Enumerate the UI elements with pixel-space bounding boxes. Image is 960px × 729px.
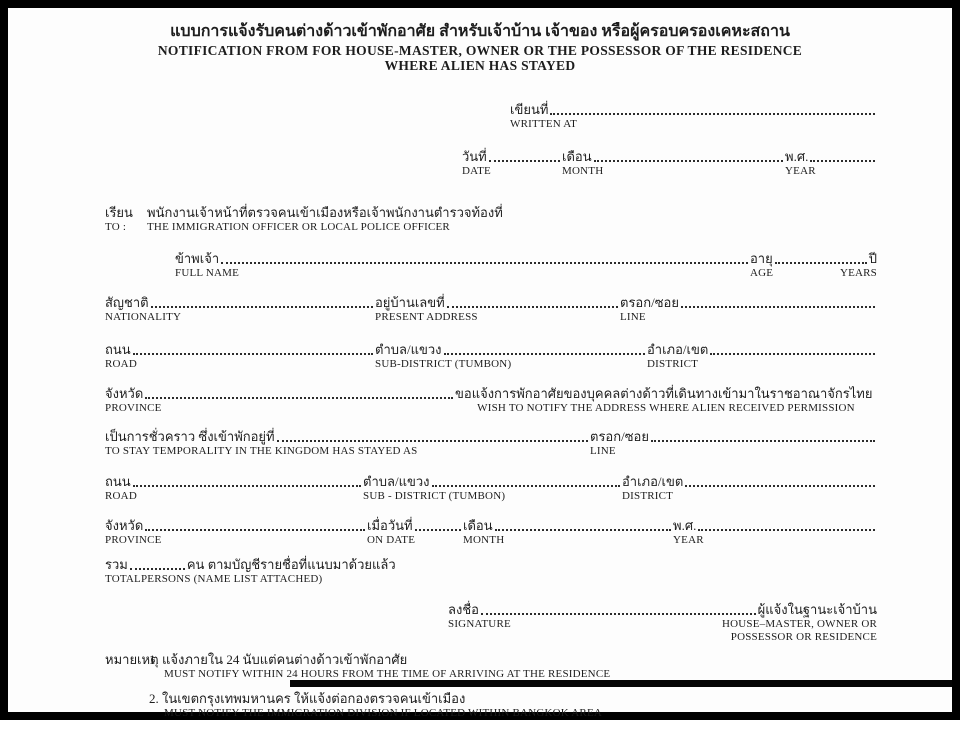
- subdistrict-2-fill-line[interactable]: [432, 485, 621, 487]
- row-to: [105, 204, 705, 234]
- row-nationality: [105, 294, 877, 324]
- age-fill-line[interactable]: [775, 262, 867, 264]
- signature-fill-line[interactable]: [481, 613, 756, 615]
- month-2-label-en: MONTH: [463, 534, 505, 546]
- subdistrict-2-label-en: SUB - DISTRICT (TUMBON): [363, 490, 506, 502]
- date-label-th: วันที่: [462, 149, 487, 164]
- full-name-fill-line[interactable]: [221, 262, 748, 264]
- month-2-label-th: เดือน: [463, 518, 493, 533]
- month-label-en: MONTH: [562, 165, 604, 177]
- field-stay: [105, 428, 590, 458]
- field-year: [785, 148, 877, 178]
- on-date-label-en: ON DATE: [367, 534, 416, 546]
- years-label-th: ปี: [868, 251, 877, 266]
- field-lane-1: [620, 294, 877, 324]
- nationality-fill-line[interactable]: [151, 306, 373, 308]
- present-address-label-en: PRESENT ADDRESS: [375, 311, 478, 323]
- field-subdistrict-1: [375, 341, 647, 371]
- on-date-label-th: เมื่อวันที่: [367, 518, 413, 533]
- field-district-2: [622, 473, 877, 503]
- present-address-fill-line[interactable]: [447, 306, 618, 308]
- scan-artifact-bar: [290, 680, 952, 687]
- note-2-th: 2. ในเขตกรุงเทพมหานคร ให้แจ้งต่อกองตรวจคนเข้าเมือง: [149, 691, 466, 706]
- field-month: [562, 148, 785, 178]
- years-label-en: YEARS: [839, 267, 877, 279]
- lane-2-label-en: LINE: [590, 445, 616, 457]
- field-total: [105, 556, 396, 586]
- subdistrict-1-fill-line[interactable]: [444, 353, 646, 355]
- form-title-english-line2: WHERE ALIEN HAS STAYED: [384, 58, 576, 73]
- field-signature: [448, 601, 877, 644]
- total-fill-line[interactable]: [130, 568, 185, 570]
- year-label-th: พ.ศ.: [785, 149, 809, 164]
- notify-statement-en: WISH TO NOTIFY THE ADDRESS WHERE ALIEN RECEIVED PERMISSION: [477, 402, 855, 414]
- form-page: [8, 8, 952, 719]
- lane-1-label-en: LINE: [620, 311, 646, 323]
- row-date: [462, 148, 877, 178]
- to-label-th: เรียน: [105, 205, 133, 220]
- written-at-fill-line[interactable]: [550, 113, 875, 115]
- month-2-fill-line[interactable]: [495, 529, 671, 531]
- field-district-1: [647, 341, 877, 371]
- total-suffix-th: คน ตามบัญชีรายชื่อที่แนบมาด้วยแล้ว: [186, 557, 396, 572]
- row-signature: [448, 601, 877, 644]
- field-on-date: [367, 517, 463, 547]
- subdistrict-1-label-en: SUB-DISTRICT (TUMBON): [375, 358, 512, 370]
- full-name-label-th: ข้าพเจ้า: [175, 251, 220, 266]
- age-label-th: อายุ: [750, 251, 773, 266]
- province-2-label-en: PROVINCE: [105, 534, 162, 546]
- signer-label-en: [722, 618, 877, 644]
- province-1-fill-line[interactable]: [145, 397, 453, 399]
- notes-header-th: หมายเหตุ: [105, 652, 159, 667]
- row-province-1: [105, 385, 877, 415]
- total-label-en: TOTALPERSONS (NAME LIST ATTACHED): [105, 573, 323, 585]
- to-text-th: พนักงานเจ้าหน้าที่ตรวจคนเข้าเมืองหรือเจ้าพนักงานตำรวจท้องที่: [147, 205, 503, 220]
- form-title-thai: แบบการแจ้งรับคนต่างด้าวเข้าพักอาศัย สำหรับเจ้าบ้าน เจ้าของ หรือผู้ครอบครองเคหะสถาน: [170, 23, 790, 40]
- field-subdistrict-2: [363, 473, 622, 503]
- full-name-label-en: FULL NAME: [175, 267, 240, 279]
- subdistrict-2-label-th: ตำบล/แขวง: [363, 474, 430, 489]
- province-2-fill-line[interactable]: [145, 529, 365, 531]
- signature-label-en: SIGNATURE: [448, 618, 511, 630]
- field-province-1: [105, 385, 455, 415]
- row-written-at: [510, 101, 877, 131]
- notes-list: [149, 651, 610, 729]
- signer-label-en-line1: HOUSE–MASTER, OWNER OR: [721, 618, 877, 630]
- field-road-2: [105, 473, 363, 503]
- written-at-label-en: WRITTEN AT: [510, 118, 578, 130]
- district-2-fill-line[interactable]: [685, 485, 875, 487]
- nationality-label-th: สัญชาติ: [105, 295, 149, 310]
- form-title-english-line1: NOTIFICATION FROM FOR HOUSE-MASTER, OWNER OR THE POSSESSOR OF THE RESIDENCE: [157, 43, 803, 58]
- field-written-at: [510, 101, 877, 131]
- note-1-en: MUST NOTIFY WITHIN 24 HOURS FROM THE TIME OF ARRIVING AT THE RESIDENCE: [164, 668, 611, 680]
- stay-fill-line[interactable]: [277, 440, 588, 442]
- subdistrict-1-label-th: ตำบล/แขวง: [375, 342, 442, 357]
- signer-label-th: ผู้แจ้งในฐานะเจ้าบ้าน: [757, 602, 877, 617]
- district-1-fill-line[interactable]: [710, 353, 875, 355]
- signature-label-th: ลงชื่อ: [448, 602, 479, 617]
- year-2-label-en: YEAR: [673, 534, 704, 546]
- field-full-name: [175, 250, 750, 280]
- age-label-en: AGE: [750, 267, 774, 279]
- road-2-label-th: ถนน: [105, 474, 131, 489]
- province-2-label-th: จังหวัด: [105, 518, 144, 533]
- row-road-2: [105, 473, 877, 503]
- note-item-2: [149, 690, 610, 720]
- form-title: [8, 21, 952, 73]
- row-stay: [105, 428, 877, 458]
- notify-statement-th: ขอแจ้งการพักอาศัยของบุคคลต่างด้าวที่เดินทางเข้ามาในราชอาณาจักรไทย: [455, 386, 873, 401]
- year-2-fill-line[interactable]: [698, 529, 875, 531]
- road-1-fill-line[interactable]: [133, 353, 373, 355]
- nationality-label-en: NATIONALITY: [105, 311, 182, 323]
- on-date-fill-line[interactable]: [415, 529, 461, 531]
- to-label-en: TO :: [105, 221, 127, 233]
- district-1-label-th: อำเภอ/เขต: [647, 342, 709, 357]
- field-nationality: [105, 294, 375, 324]
- road-2-label-en: ROAD: [105, 490, 137, 502]
- field-date: [462, 148, 562, 178]
- district-2-label-th: อำเภอ/เขต: [622, 474, 684, 489]
- stay-label-en: TO STAY TEMPORALITY IN THE KINGDOM HAS STAYED AS: [105, 445, 418, 457]
- to-block: [105, 204, 503, 234]
- to-text-en: THE IMMIGRATION OFFICER OR LOCAL POLICE OFFICER: [147, 221, 450, 233]
- note-2-en: MUST NOTIFY THE IMMIGRATION DIVISION IF LOCATED WITHIN BANGKOK AREA: [164, 707, 603, 719]
- field-province-2: [105, 517, 367, 547]
- date-fill-line[interactable]: [489, 160, 560, 162]
- lane-2-label-th: ตรอก/ซอย: [590, 429, 649, 444]
- row-province-2: [105, 517, 877, 547]
- present-address-label-th: อยู่บ้านเลขที่: [375, 295, 445, 310]
- year-label-en: YEAR: [785, 165, 816, 177]
- note-1-th: 1. แจ้งภายใน 24 นับแต่คนต่างด้าวเข้าพักอาศัย: [149, 652, 408, 667]
- notify-statement: [455, 385, 877, 415]
- row-notes: [105, 651, 877, 729]
- date-label-en: DATE: [462, 165, 491, 177]
- total-label-th: รวม: [105, 557, 128, 572]
- lane-2-fill-line[interactable]: [651, 440, 875, 442]
- field-year-2: [673, 517, 877, 547]
- field-age: [750, 250, 877, 280]
- month-fill-line[interactable]: [594, 160, 783, 162]
- field-month-2: [463, 517, 673, 547]
- signer-label-en-line2: POSSESSOR OR RESIDENCE: [730, 631, 877, 643]
- district-1-label-en: DISTRICT: [647, 358, 699, 370]
- field-road-1: [105, 341, 375, 371]
- notes-block: [105, 651, 610, 729]
- field-lane-2: [590, 428, 877, 458]
- province-1-label-en: PROVINCE: [105, 402, 162, 414]
- written-at-label-th: เขียนที่: [510, 102, 549, 117]
- road-1-label-en: ROAD: [105, 358, 137, 370]
- year-fill-line[interactable]: [810, 160, 875, 162]
- row-full-name: [175, 250, 877, 280]
- road-1-label-th: ถนน: [105, 342, 131, 357]
- month-label-th: เดือน: [562, 149, 592, 164]
- lane-1-fill-line[interactable]: [681, 306, 875, 308]
- district-2-label-en: DISTRICT: [622, 490, 674, 502]
- note-item-1: [149, 651, 610, 681]
- province-1-label-th: จังหวัด: [105, 386, 144, 401]
- year-2-label-th: พ.ศ.: [673, 518, 697, 533]
- stay-label-th: เป็นการชั่วคราว ซึ่งเข้าพักอยู่ที่: [105, 429, 275, 444]
- row-total: [105, 556, 605, 586]
- row-road-1: [105, 341, 877, 371]
- field-present-address: [375, 294, 620, 324]
- lane-1-label-th: ตรอก/ซอย: [620, 295, 679, 310]
- road-2-fill-line[interactable]: [133, 485, 361, 487]
